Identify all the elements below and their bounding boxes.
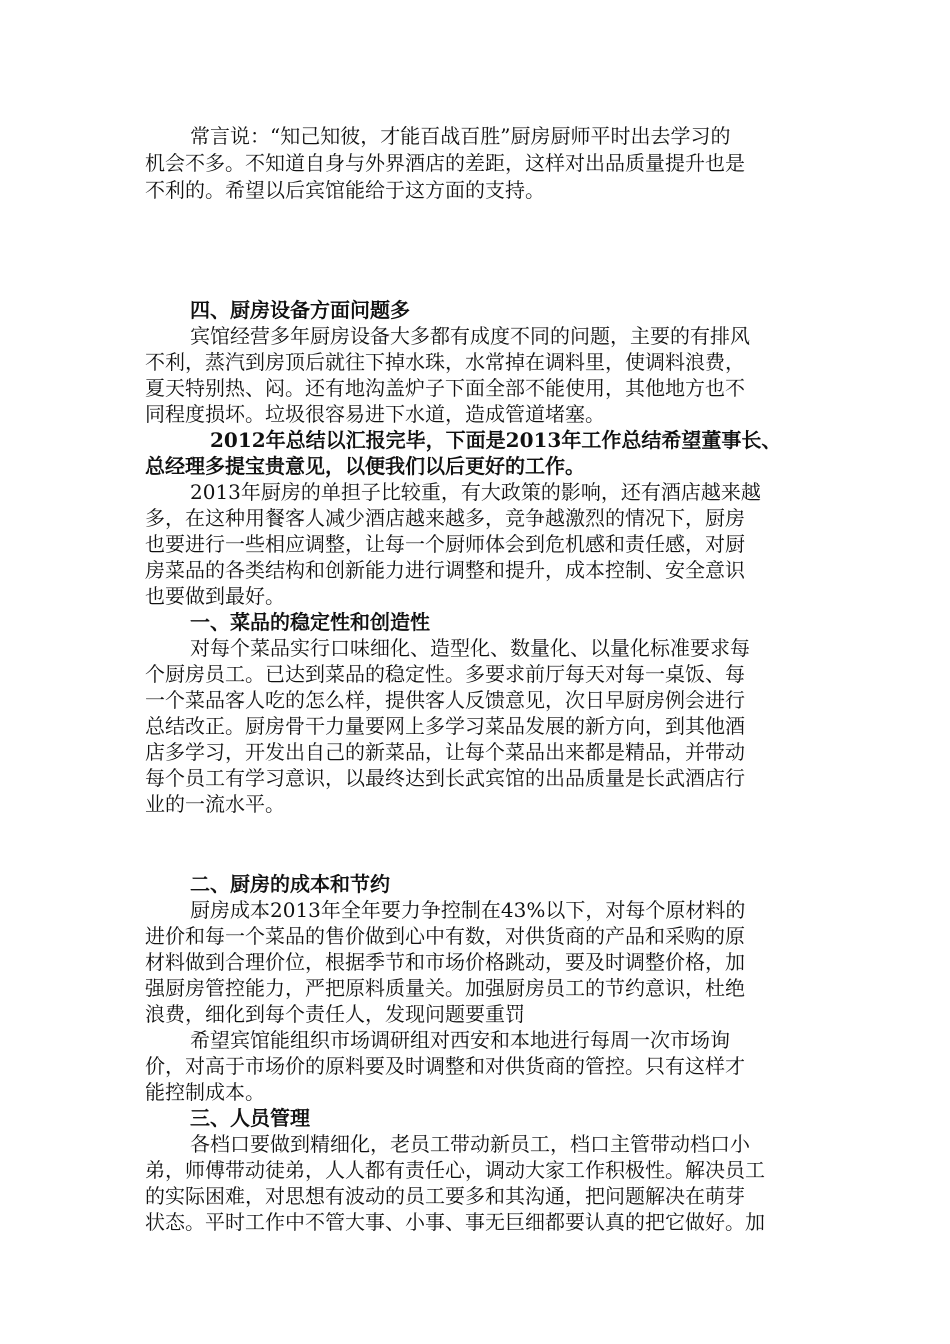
section-heading: 四、厨房设备方面问题多 — [190, 298, 410, 322]
paragraph-line: 弟，师傅带动徒弟，人人都有责任心，调动大家工作积极性。解决员工 — [145, 1158, 765, 1182]
paragraph-line: 也要做到最好。 — [145, 584, 285, 608]
paragraph-line: 浪费，细化到每个责任人，发现问题要重罚 — [145, 1002, 525, 1026]
paragraph-line: 能控制成本。 — [145, 1080, 265, 1104]
paragraph-line: 店多学习，开发出自己的新菜品，让每个菜品出来都是精品，并带动 — [145, 740, 745, 764]
section-heading: 一、菜品的稳定性和创造性 — [190, 610, 430, 634]
paragraph-line: 常言说：“知己知彼，才能百战百胜”厨房厨师平时出去学习的 — [190, 124, 731, 148]
paragraph-line: 各档口要做到精细化，老员工带动新员工，档口主管带动档口小 — [190, 1132, 750, 1156]
paragraph-line: 不利，蒸汽到房顶后就往下掉水珠，水常掉在调料里，使调料浪费， — [145, 350, 745, 374]
paragraph-line: 希望宾馆能组织市场调研组对西安和本地进行每周一次市场询 — [190, 1028, 730, 1052]
paragraph-line: 同程度损坏。垃圾很容易进下水道，造成管道堵塞。 — [145, 402, 605, 426]
paragraph-line: 进价和每一个菜品的售价做到心中有数，对供货商的产品和采购的原 — [145, 924, 745, 948]
paragraph-line: 宾馆经营多年厨房设备大多都有成度不同的问题，主要的有排风 — [190, 324, 750, 348]
paragraph-line: 总结改正。厨房骨干力量要网上多学习菜品发展的新方向，到其他酒 — [145, 714, 745, 738]
paragraph-line: 强厨房管控能力，严把原料质量关。加强厨房员工的节约意识，杜绝 — [145, 976, 745, 1000]
paragraph-line: 状态。平时工作中不管大事、小事、事无巨细都要认真的把它做好。加 — [145, 1210, 765, 1234]
paragraph-line: 厨房成本2013年全年要力争控制在43%以下，对每个原材料的 — [190, 898, 746, 922]
paragraph-line: 不利的。希望以后宾馆能给于这方面的支持。 — [145, 178, 545, 202]
paragraph-line: 2013年厨房的单担子比较重，有大政策的影响，还有酒店越来越 — [190, 480, 761, 504]
paragraph-line: 的实际困难，对思想有波动的员工要多和其沟通，把问题解决在萌芽 — [145, 1184, 745, 1208]
paragraph-line: 多，在这种用餐客人减少酒店越来越多，竞争越激烈的情况下，厨房 — [145, 506, 745, 530]
paragraph-line: 房菜品的各类结构和创新能力进行调整和提升，成本控制、安全意识 — [145, 558, 745, 582]
paragraph-line: 机会不多。不知道自身与外界酒店的差距，这样对出品质量提升也是 — [145, 151, 745, 175]
paragraph-line: 每个员工有学习意识，以最终达到长武宾馆的出品质量是长武酒店行 — [145, 766, 745, 790]
paragraph-line: 夏天特别热、闷。还有地沟盖炉子下面全部不能使用，其他地方也不 — [145, 376, 745, 400]
summary-statement: 总经理多提宝贵意见，以便我们以后更好的工作。 — [145, 454, 585, 478]
section-heading: 二、厨房的成本和节约 — [190, 872, 390, 896]
paragraph-line: 业的一流水平。 — [145, 792, 285, 816]
section-heading: 三、人员管理 — [190, 1106, 310, 1130]
paragraph-line: 价，对高于市场价的原料要及时调整和对供货商的管控。只有这样才 — [145, 1054, 745, 1078]
paragraph-line: 也要进行一些相应调整，让每一个厨师体会到危机感和责任感，对厨 — [145, 532, 745, 556]
paragraph-line: 材料做到合理价位，根据季节和市场价格跳动，要及时调整价格，加 — [145, 950, 745, 974]
paragraph-line: 对每个菜品实行口味细化、造型化、数量化、以量化标准要求每 — [190, 636, 750, 660]
paragraph-line: 一个菜品客人吃的怎么样，提供客人反馈意见，次日早厨房例会进行 — [145, 688, 745, 712]
summary-statement: 2012年总结以汇报完毕，下面是2013年工作总结希望董事长、 — [210, 428, 782, 452]
paragraph-line: 个厨房员工。已达到菜品的稳定性。多要求前厅每天对每一桌饭、每 — [145, 662, 745, 686]
